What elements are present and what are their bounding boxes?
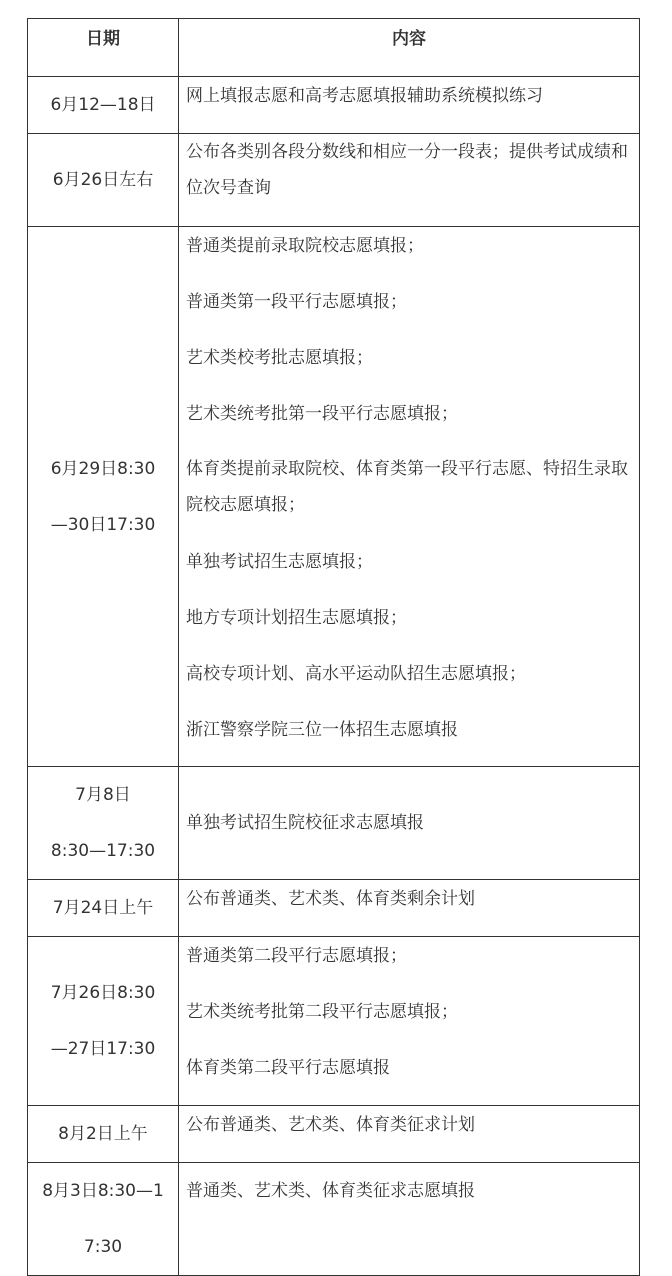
date-cell [28,1163,179,1276]
date-text: 7月8日 [75,785,131,805]
content-text: 普通类第二段平行志愿填报； [186,946,407,966]
content-text: 体育类提前录取院校、体育类第一段平行志愿、特招生录取院校志愿填报； [186,459,628,515]
content-text: 地方专项计划招生志愿填报； [186,608,407,628]
content-text: 单独考试招生志愿填报； [186,552,373,572]
date-text: 6月12—18日 [50,95,156,115]
header-content: 内容 [179,19,640,77]
date-cell [28,1106,179,1163]
date-text: 8:30—17:30 [50,841,156,861]
date-text: 6月26日左右 [52,170,154,190]
table-row [28,227,640,767]
content-cell [179,880,640,937]
table-row [28,1163,640,1276]
table-row [28,767,640,880]
date-text: —30日17:30 [50,514,156,535]
date-text: 7月26日8:30 [50,983,156,1003]
content-cell [179,77,640,134]
content-text: 艺术类统考批第一段平行志愿填报； [186,404,458,424]
content-cell [179,1106,640,1163]
content-text: 单独考试招生院校征求志愿填报 [186,813,424,833]
table-header-row [28,19,640,77]
date-text: —27日17:30 [50,1039,156,1059]
content-text: 公布各类别各段分数线和相应一分一段表；提供考试成绩和位次号查询 [186,142,628,198]
content-cell [179,134,640,227]
content-text: 浙江警察学院三位一体招生志愿填报 [186,720,458,740]
table-row [28,77,640,134]
content-text: 普通类提前录取院校志愿填报； [186,236,424,256]
content-text: 普通类第一段平行志愿填报； [186,292,407,312]
content-cell [179,227,640,767]
content-text: 普通类、艺术类、体育类征求志愿填报 [186,1181,475,1201]
date-text: 8月2日上午 [58,1124,148,1144]
header-date: 日期 [28,19,179,77]
date-cell [28,880,179,937]
table-row [28,937,640,1106]
table-row [28,1106,640,1163]
content-text: 网上填报志愿和高考志愿填报辅助系统模拟练习 [186,86,543,106]
content-text: 体育类第二段平行志愿填报 [186,1058,390,1078]
date-cell [28,77,179,134]
content-text: 公布普通类、艺术类、体育类剩余计划 [186,889,475,909]
date-text: 6月29日8:30 [50,458,156,479]
content-text: 高校专项计划、高水平运动队招生志愿填报； [186,664,526,684]
date-text: 8月3日8:30—1 [42,1181,164,1201]
content-cell [179,937,640,1106]
schedule-table [27,18,640,1276]
content-cell [179,1163,640,1276]
content-text: 艺术类统考批第二段平行志愿填报； [186,1002,458,1022]
content-text: 公布普通类、艺术类、体育类征求计划 [186,1115,475,1135]
content-cell [179,767,640,880]
date-cell [28,227,179,767]
date-cell [28,767,179,880]
date-text: 7:30 [83,1237,123,1257]
table-row [28,134,640,227]
date-text: 7月24日上午 [52,898,154,918]
date-cell [28,937,179,1106]
table-row [28,880,640,937]
content-text: 艺术类校考批志愿填报； [186,348,373,368]
date-cell [28,134,179,227]
